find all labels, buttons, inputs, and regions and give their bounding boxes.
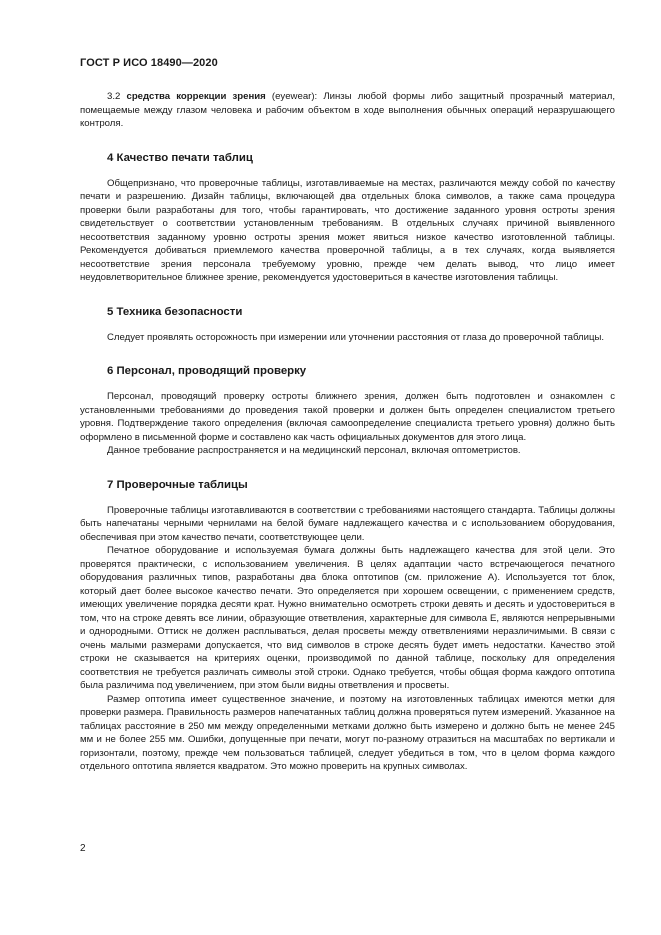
section-4-paragraph-1: Общепризнано, что проверочные таблицы, изготавливаемые на местах, различаются между собой по качеству печати и разрешению. Дизайн таблицы, включающей два отдельных блока символов, а также сама процедура проверки были разработаны для того, чтобы гарантировать, что достижение заданного уровня остроты зрения свидетельствует о соответствии установленным требованиям. В отдельных случаях причиной выявленного несоответствия заданному уровню остроты зрения может явиться низкое качество изготовленной таблицы. Рекомендуется добиваться приемлемого качества проверочной таблицы, а в тех случаях, когда выявляется несоответствие зрения персонала требуемому уровню, прежде чем делать вывод, что лицо имеет неудовлетворительное ближнее зрение, рекомендуется удостовериться в качестве изготовления таблицы.: [80, 177, 615, 283]
section-7: [80, 478, 615, 774]
section-title-4: 4 Качество печати таблиц: [107, 151, 253, 164]
section-title-5: 5 Техника безопасности: [107, 305, 243, 318]
section-7-paragraph-3: Размер оптотипа имеет существенное значение, и поэтому на изготовленных таблицах имеются метки для проверки размера. Правильность размеров напечатанных таблиц должна проверяться путем измерений. Указанное на таблицах расстояние в 250 мм между определенными метками должно быть измерено и должно быть не менее 245 мм и не более 255 мм. Ошибки, допущенные при печати, могут по-разному отразиться на масштабах по вертикали и горизонтали, поэтому, прежде чем пользоваться таблицей, следует убедиться в том, что в целом форма каждого отдельного оптотипа является квадратом. Это можно проверить на крупных символах.: [80, 693, 615, 772]
section-7-paragraph-2: Печатное оборудование и используемая бумага должны быть надлежащего качества для этой цели. Это проверятся практически, с использованием увеличения. В целях адаптации часто встречающегося печатного оборудования различных типов, разработаны два блока оптотипов (см. приложение А). Используется тот блок, который дает более высокое качество печати. Это определяется при хорошем освещении, с применением средств, имеющих увеличение порядка десяти крат. Нужно внимательно осмотреть строки девять и десять и удостовериться в том, что на строке девять все линии, образующие ответвления, характерные для символа Е, являются непрерывными и однородными. Оттиск не должен расплываться, делая просветы между ответвлениями неразличимыми. В связи с очень малыми размерами допускается, что вид символов в строке десять будет иметь недостатки. Качество этой строки не сказывается на критериях оценки, производимой по данной таблице, поскольку для определения соответствия не требуется различать символы этой строки. Однако требуется, чтобы общая форма каждого оптотипа была различима под увеличением, при этом были видны ответвления и просветы.: [80, 545, 615, 691]
definition-3-2: [80, 90, 615, 131]
definition-text: (eyewear): Линзы любой формы либо защитный прозрачный материал, помещаемые между глазом человека и рабочим объектом в ходе выполнения обычных операций неразрушающего контроля.: [80, 91, 615, 129]
page-number: 2: [80, 843, 86, 854]
section-5: [80, 305, 615, 345]
section-6: [80, 364, 615, 458]
section-4: [80, 151, 615, 285]
section-6-paragraph-2: Данное требование распространяется и на медицинский персонал, включая оптометристов.: [107, 445, 521, 456]
section-7-paragraph-1: Проверочные таблицы изготавливаются в соответствии с требованиями настоящего стандарта. Таблицы должны быть напечатаны черными чернилами на белой бумаге надлежащего качества и с использованием оборудования, обеспечивая при этом качество печати, соответствующее цели.: [80, 504, 615, 543]
definition-number: 3.2: [107, 91, 121, 102]
document-body: [80, 90, 615, 774]
definition-term: средства коррекции зрения: [126, 91, 266, 102]
section-title-7: 7 Проверочные таблицы: [107, 478, 248, 491]
section-5-paragraph-1: Следует проявлять осторожность при измерении или уточнении расстояния от глаза до проверочной таблицы.: [107, 331, 605, 343]
section-title-6: 6 Персонал, проводящий проверку: [107, 365, 307, 377]
document-header: ГОСТ Р ИСО 18490—2020: [80, 57, 218, 69]
section-6-paragraph-1: Персонал, проводящий проверку остроты ближнего зрения, должен быть подготовлен и ознакомлен с установленными требованиями до проведения такой проверки и должен быть определен специалистом третьего уровня. Подтверждение такого определения (включая самоопределение специалиста третьего уровня) должно быть оформлено в письменной форме и составлено как часть официальных документов для этого лица.: [80, 391, 615, 443]
